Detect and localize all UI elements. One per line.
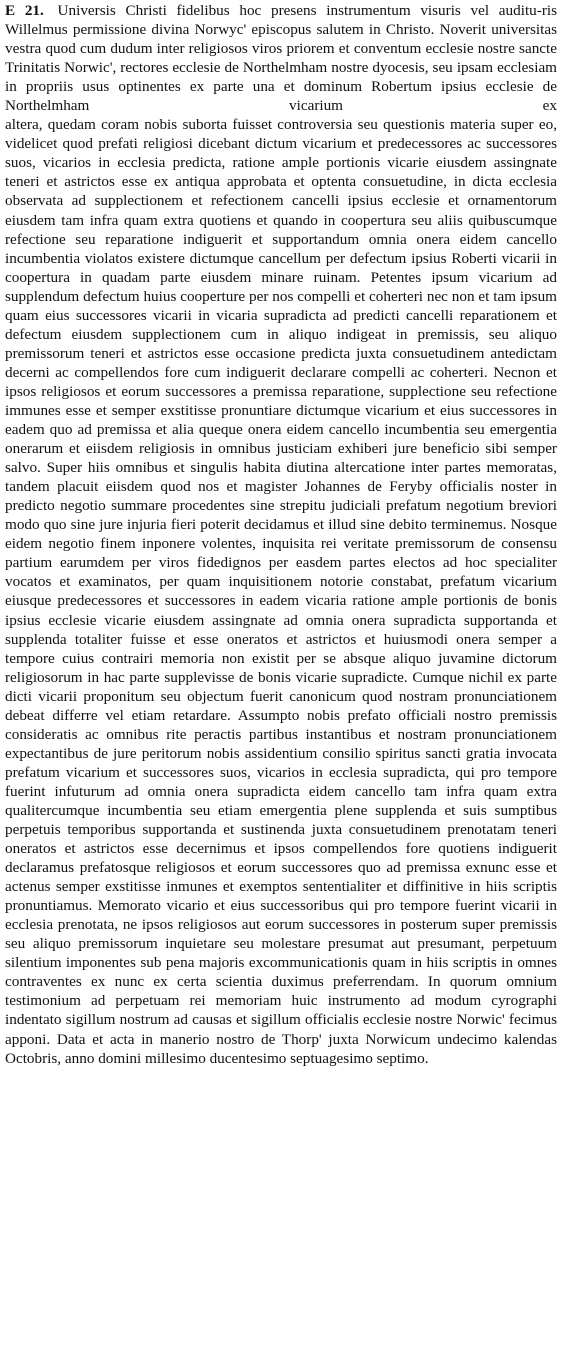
document-opening-paragraph — [5, 1, 557, 115]
document-text-part-1: Universis Christi fidelibus hoc presens instrumentum visuris vel auditu-ris Willelmus permissione divina Norwyc' episcopus salutem in Christo. Noverit universitas vestra quod cum dudum inter religiosos viros priorem et conventum ecclesie nostre sancte Trinitatis Norwic', rectores ecclesie de Northelmham nostre dyocesis, seu ipsam ecclesiam in propriis usus optinentes ex parte una et dominum Robertum ipsius ecclesie de Northelmham vicarium ex — [5, 2, 558, 115]
document-id: E 21. — [5, 2, 44, 19]
document-page — [5, 1, 557, 1068]
document-text-part-2: altera, quedam coram nobis suborta fuisset controversia seu questionis materia super eo, videlicet quod prefati religiosi dicebant dictum vicarium et predecessores ac successores suos, vicarios in ecclesia predicta, ratione ample portionis vicarie eiusdem assingnate teneri et astrictos esse ex antiqua approbata et optenta consuetudine, in dicta ecclesia observata ad supplectionem et refectionem cancelli ipsius ecclesie et ornamentorum eiusdem tam infra quam extra quotiens et quando in coopertura seu aliis quibuscumque refectione seu reparatione indiguerit et supportandum omnia onera eidem cancello incumbentia violatos existere dictumque cancellum per defectum ipsius Roberti vicarii in coopertura in quadam parte eiusdem minare ruinam. Petentes ipsum vicarium ad supplendum defectum huius cooperture per nos compelli et coherteri nec non et tam ipsum quam eius successores vicarii in vicaria supradicta ad predicti cancelli reparationem et defectum eiusdem supplectionem cum in aliquo indigeat in premissis, seu aliquo premissorum teneri et astrictos esse occasione predicta juxta consuetudinem antedictam decerni ac compellendos fore cum indiguerit declarare compelli ac coherteri. Necnon et ipsos religiosos et eorum successores a premissa reparatione, supplectione seu refectione immunes esse et semper exstitisse pronuntiare dictumque vicarium et eius successores in eadem quo ad premissa et alia queque onera eidem cancello incumbentia seu emergentia onerarum et eiisdem religiosis in omnibus justiciam exhiberi jure beneficio sibi semper salvo. Super hiis omnibus et singulis habita diutina altercatione inter partes memoratas, tandem placuit eiisdem quod nos et magister Johannes de Feryby officialis noster in predicto negotio summare procedentes sine strepitu judiciali prefatum negotium breviori modo quo sine jure injuria fieri poterit decidamus et illud sine debito terminemus. Nosque eidem negotio finem inponere volentes, inquisita rei veritate premissorum de consensu partium earumdem per viros fidedignos per easdem partes electos ad hoc specialiter vocatos et examinatos, per quam inquisitionem notorie constabat, prefatum vicarium eiusque predecessores et successores in eadem vicaria ratione ample portionis de bonis ipsius ecclesie vicarie eiusdem assingnate ad omnia onera supradicta supportanda et supplenda totaliter fuisse et esse oneratos et astrictos et huiusmodi onera semper a tempore cuius contrairi memoria non existit per se absque aliquo juvamine dictorum religiosorum in hac parte supplevisse de bonis vicarie supradicte. Cumque nichil ex parte dicti vicarii proponitum seu objectum fuerit canonicum quod nostram pronunciationem debeat differre vel etiam retardare. Assumpto nobis prefato officiali nostro premissis consideratis ac omnibus rite peractis partibus instantibus et nostram pronunciationem expectantibus de jure peritorum nobis assidentium consilio spiritus sancti gratia invocata prefatum vicarium et successores suos, vicarios in ecclesia supradicta, qui pro tempore fuerint infuturum ad omnia onera supradicta eidem cancello tam infra quam extra qualitercumque incumbentia seu etiam emergentia plene supplenda et suis sumptibus perpetuis temporibus supportanda et sustinenda juxta consuetudinem prenotatam teneri oneratos et astrictos esse decernimus et ipsos compellendos fore quotiens indiguerit declaramus prefatosque religiosos et eorum successores quo ad premissa exnunc esse et actenus semper exstitisse inmunes et exemptos sententialiter et diffinitive in hiis scriptis pronuntiamus. Memorato vicario et eius successoribus qui pro tempore fuerint vicarii in ecclesia prenotata, ne ipsos religiosos aut eorum successores in posterum super premissis seu aliquo premissorum inquietare seu molestare presumat aut presumant, perpetuum silentium imponentes sub pena majoris excommunicationis quam in hiis scriptis in omnes contraventes ex nunc ex certa scientia duximus preferrendam. In quorum omnium testimonium ad perpetuam rei memoriam huic instrumento ad modum cyrographi indentato sigillum nostrum ad causas et sigillum officialis ecclesie nostre Norwic' fecimus apponi. Data et acta in manerio nostro de Thorp' juxta Norwicum undecimo kalendas Octobris, anno domini millesimo ducentesimo septuagesimo septimo. — [5, 116, 557, 1067]
document-main-paragraph — [5, 115, 557, 1067]
